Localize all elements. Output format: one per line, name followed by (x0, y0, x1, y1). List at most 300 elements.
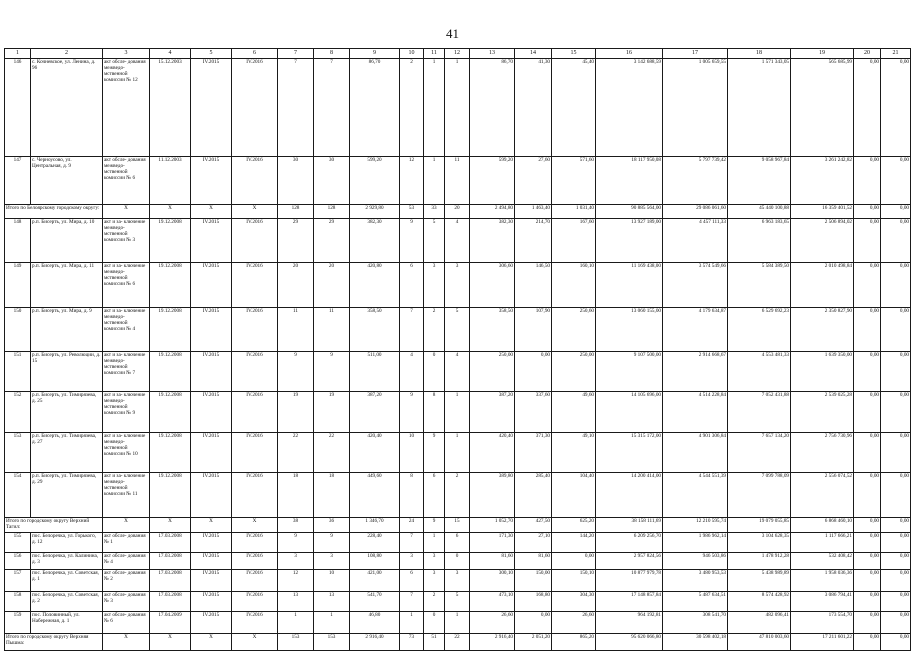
table-cell: 2 (424, 308, 445, 352)
document-cell: акт и за- ключение межведо- мственной комиссии № 11 (103, 473, 150, 518)
table-cell: 13 (314, 592, 350, 612)
table-cell: 6 529 692,23 (728, 308, 791, 352)
column-number-header: 17 (663, 49, 728, 59)
table-row (5, 352, 911, 392)
document-cell: акт обсле- дования № 3 (103, 592, 150, 612)
table-cell: 86,70 (470, 59, 515, 157)
table-cell: 387,20 (470, 392, 515, 433)
table-cell: 9 (278, 352, 314, 392)
table-cell: 3 (424, 570, 445, 592)
column-number-header: 2 (31, 49, 103, 59)
table-cell: IV.2015 (191, 612, 232, 634)
address-cell: пос. Белоречка, ул. Советская, д. 1 (31, 570, 103, 592)
table-cell: 2 914 668,67 (663, 352, 728, 392)
table-cell: 171,30 (470, 533, 515, 553)
table-cell: 2 350 827,90 (791, 308, 854, 352)
subtotal-cell: 16 359 401,52 (791, 205, 854, 219)
table-cell: 5 (445, 592, 470, 612)
table-cell: 2 506 894,02 (791, 219, 854, 263)
table-cell: 358,50 (350, 308, 400, 352)
table-cell: 10 (314, 570, 350, 592)
table-cell: 5 487 634,51 (663, 592, 728, 612)
subtotal-cell: X (232, 634, 278, 651)
table-cell: 19 (314, 392, 350, 433)
subtotal-cell: 33 (424, 205, 445, 219)
table-cell: 5 584 389,50 (728, 263, 791, 308)
table-cell: 7 (278, 59, 314, 157)
table-cell: 599,20 (350, 157, 400, 205)
table-cell: 1 (445, 59, 470, 157)
table-cell: 6 209 256,70 (596, 533, 663, 553)
table-cell: 104,40 (552, 473, 596, 518)
table-cell: 0,00 (854, 219, 881, 263)
table-cell: 7 (400, 592, 424, 612)
table-cell: 4 901 306,84 (663, 433, 728, 473)
table-cell: 19.12.2008 (150, 433, 191, 473)
table-cell: 511,00 (350, 352, 400, 392)
table-cell: 13 060 155,00 (596, 308, 663, 352)
column-number-header: 20 (854, 49, 881, 59)
subtotal-cell: X (103, 518, 150, 533)
table-cell: 17.03.2008 (150, 533, 191, 553)
subtotal-cell: 73 (400, 634, 424, 651)
table-cell: 1 (424, 59, 445, 157)
table-cell: 13 927 189,00 (596, 219, 663, 263)
table-cell: 3 (424, 553, 445, 570)
table-cell: IV.2015 (191, 308, 232, 352)
document-cell: акт и за- ключение межведо- мственной комиссии № 10 (103, 433, 150, 473)
table-cell: 382,30 (350, 219, 400, 263)
column-number-header: 1 (5, 49, 31, 59)
document-cell: акт и за- ключение межведо- мственной комиссии № 4 (103, 308, 150, 352)
table-cell: 9 (424, 433, 445, 473)
table-cell: 0,00 (854, 592, 881, 612)
table-cell: 2 539 025,28 (791, 392, 854, 433)
table-cell: 228,40 (350, 533, 400, 553)
address-cell: пос. Половинный, ул. Набережная, д. 1 (31, 612, 103, 634)
table-cell: 146,50 (515, 263, 552, 308)
subtotal-cell: 45 440 100,88 (728, 205, 791, 219)
address-cell: с. Черноусово, ул. Центральная, д. 9 (31, 157, 103, 205)
column-number-header: 7 (278, 49, 314, 59)
subtotal-cell: 625,20 (552, 518, 596, 533)
table-cell: 1 (314, 612, 350, 634)
table-cell: 1 (424, 157, 445, 205)
row-number-cell: 147 (5, 157, 31, 205)
subtotal-cell: 1 463,40 (515, 205, 552, 219)
table-cell: 9 (314, 533, 350, 553)
table-cell: 0,00 (881, 533, 911, 553)
subtotal-cell: 29 086 061,60 (663, 205, 728, 219)
table-cell: 5 438 989,89 (728, 570, 791, 592)
subtotal-cell: 153 (314, 634, 350, 651)
subtotal-cell: 0,00 (881, 205, 911, 219)
table-cell: 1 (445, 612, 470, 634)
subtotal-cell: 20 (445, 205, 470, 219)
document-cell: акт и за- ключение межведо- мственной комиссии № 3 (103, 219, 150, 263)
table-cell: 1 005 659,55 (663, 59, 728, 157)
row-number-cell: 156 (5, 553, 31, 570)
table-cell: 946 503,86 (663, 553, 728, 570)
table-cell: 4 (445, 219, 470, 263)
table-cell: 0,00 (854, 570, 881, 592)
column-number-header: 6 (232, 49, 278, 59)
row-number-cell: 157 (5, 570, 31, 592)
table-cell: 3 (400, 553, 424, 570)
table-cell: 1 (445, 392, 470, 433)
table-row (5, 473, 911, 518)
table-cell: IV.2015 (191, 392, 232, 433)
table-cell: 6 (400, 263, 424, 308)
document-cell: акт обсле- дования межведо- мственной комиссии № 12 (103, 59, 150, 157)
column-number-header: 12 (445, 49, 470, 59)
table-cell: 0,00 (515, 352, 552, 392)
subtotal-cell: 128 (314, 205, 350, 219)
table-row (5, 308, 911, 352)
column-number-header: 4 (150, 49, 191, 59)
document-cell: акт и за- ключение межведо- мственной комиссии № 9 (103, 392, 150, 433)
table-cell: 0,00 (854, 392, 881, 433)
table-cell: 532 408,42 (791, 553, 854, 570)
table-cell: 3 261 242,82 (791, 157, 854, 205)
table-cell: 150,00 (515, 570, 552, 592)
table-cell: 9 058 967,84 (728, 157, 791, 205)
table-cell: 18 (278, 473, 314, 518)
table-cell: 9 107 500,00 (596, 352, 663, 392)
table-cell: 0,00 (854, 352, 881, 392)
table-cell: 4 544 551,39 (663, 473, 728, 518)
table-cell: IV.2015 (191, 157, 232, 205)
table-cell: 30 (314, 157, 350, 205)
table-cell: 26,60 (552, 612, 596, 634)
table-cell: IV.2016 (232, 612, 278, 634)
table-cell: 10 877 979,78 (596, 570, 663, 592)
document-cell: акт обсле- дования межведо- мственной комиссии № 6 (103, 157, 150, 205)
address-cell: пос. Белоречка, ул. Горького, д. 12 (31, 533, 103, 553)
table-cell: 14 200 414,00 (596, 473, 663, 518)
table-cell: 1 117 666,21 (791, 533, 854, 553)
subtotal-cell: 24 (400, 518, 424, 533)
table-cell: 1 986 962,14 (663, 533, 728, 553)
subtotal-cell: X (150, 518, 191, 533)
table-cell: 1 (400, 612, 424, 634)
table-cell: 7 (314, 59, 350, 157)
table-cell: 11 169 438,00 (596, 263, 663, 308)
row-number-cell: 153 (5, 433, 31, 473)
table-cell: 4 179 634,87 (663, 308, 728, 352)
subtotal-cell: 22 (445, 634, 470, 651)
subtotal-cell: 153 (278, 634, 314, 651)
table-cell: 4 514 228,84 (663, 392, 728, 433)
table-cell: 0,00 (854, 157, 881, 205)
table-cell: IV.2016 (232, 392, 278, 433)
table-cell: 4 457 111,33 (663, 219, 728, 263)
table-cell: IV.2016 (232, 570, 278, 592)
subtotal-cell: 2 051,20 (515, 634, 552, 651)
subtotal-cell: 2 916,40 (470, 634, 515, 651)
page-number: 41 (446, 26, 459, 41)
table-cell: 144,20 (552, 533, 596, 553)
table-cell: 0,00 (881, 352, 911, 392)
table-cell: 541,70 (350, 592, 400, 612)
table-cell: 22 (278, 433, 314, 473)
table-cell: 0,00 (881, 392, 911, 433)
table-cell: 2 957 824,56 (596, 553, 663, 570)
table-cell: 7 052 431,88 (728, 392, 791, 433)
table-cell: 0,00 (854, 433, 881, 473)
table-cell: 421,00 (350, 570, 400, 592)
table-cell: 19.12.2008 (150, 219, 191, 263)
table-cell: 107,90 (515, 308, 552, 352)
subtotal-cell: 2 916,40 (350, 634, 400, 651)
table-cell: IV.2016 (232, 263, 278, 308)
table-cell: 3 (278, 553, 314, 570)
subtotal-cell: 0,00 (881, 634, 911, 651)
table-cell: 29 (314, 219, 350, 263)
table-cell: 167,60 (552, 219, 596, 263)
column-number-header: 21 (881, 49, 911, 59)
address-cell: р.п. Бисерть, ул. Мира, д. 11 (31, 263, 103, 308)
table-cell: 1 639 350,00 (791, 352, 854, 392)
subtotal-cell: 1 031,40 (552, 205, 596, 219)
table-cell: 17.03.2008 (150, 592, 191, 612)
table-cell: 358,50 (470, 308, 515, 352)
table-cell: IV.2015 (191, 263, 232, 308)
subtotal-cell: 38 158 111,69 (596, 518, 663, 533)
table-cell: 9 (400, 392, 424, 433)
table-cell: IV.2016 (232, 59, 278, 157)
subtotal-cell: 2 929,80 (350, 205, 400, 219)
row-number-cell: 151 (5, 352, 31, 392)
table-cell: 306,60 (470, 263, 515, 308)
table-cell: 214,70 (515, 219, 552, 263)
subtotal-cell: X (150, 205, 191, 219)
table-cell: 0,00 (854, 533, 881, 553)
table-cell: 18 (314, 473, 350, 518)
table-cell: 2 (400, 59, 424, 157)
table-cell: 0 (424, 612, 445, 634)
table-cell: 0,00 (881, 612, 911, 634)
table-cell: 1 571 343,05 (728, 59, 791, 157)
address-cell: с. Кочневское, ул. Ленина, д. 96 (31, 59, 103, 157)
subtotal-cell: 17 211 601,22 (791, 634, 854, 651)
table-cell: IV.2016 (232, 433, 278, 473)
table-cell: 9 (314, 352, 350, 392)
table-cell: 389,80 (470, 473, 515, 518)
subtotal-cell: 12 210 595,74 (663, 518, 728, 533)
table-cell: 15.12.2003 (150, 59, 191, 157)
table-cell: 27,60 (515, 157, 552, 205)
column-number-header: 16 (596, 49, 663, 59)
column-number-header: 11 (424, 49, 445, 59)
subtotal-cell: 19 079 055,85 (728, 518, 791, 533)
row-number-cell: 150 (5, 308, 31, 352)
table-cell: 285,40 (515, 473, 552, 518)
column-number-header: 9 (350, 49, 400, 59)
table-cell: 8 574 428,92 (728, 592, 791, 612)
subtotal-cell: X (191, 634, 232, 651)
row-number-cell: 146 (5, 59, 31, 157)
table-cell: 300,10 (470, 570, 515, 592)
subtotal-cell: 51 (424, 634, 445, 651)
table-cell: 49,60 (552, 392, 596, 433)
table-cell: 0,00 (552, 553, 596, 570)
table-cell: 0,00 (854, 553, 881, 570)
table-cell: 2 (445, 473, 470, 518)
table-cell: 3 480 953,53 (663, 570, 728, 592)
table-row (5, 553, 911, 570)
column-number-header: 18 (728, 49, 791, 59)
table-cell: 0,00 (881, 263, 911, 308)
table-cell: 17.03.2008 (150, 570, 191, 592)
table-cell: 964 192,81 (596, 612, 663, 634)
table-cell: 6 (400, 570, 424, 592)
table-cell: 8 (400, 473, 424, 518)
table-cell: 482 096,41 (728, 612, 791, 634)
table-cell: 6 963 183,65 (728, 219, 791, 263)
table-cell: 7 (400, 533, 424, 553)
table-cell: 449,60 (350, 473, 400, 518)
table-cell: 150,10 (552, 570, 596, 592)
table-cell: IV.2015 (191, 592, 232, 612)
address-cell: р.п. Бисерть, ул. Революции, д. 15 (31, 352, 103, 392)
table-cell: 250,00 (552, 352, 596, 392)
table-cell: 0,00 (881, 219, 911, 263)
subtotal-cell: X (103, 205, 150, 219)
table-cell: 19.12.2008 (150, 308, 191, 352)
table-cell: 20 (314, 263, 350, 308)
table-cell: IV.2015 (191, 570, 232, 592)
table-cell: IV.2016 (232, 553, 278, 570)
table-cell: 3 142 688,59 (596, 59, 663, 157)
table-cell: 11.12.2003 (150, 157, 191, 205)
table-cell: 0,00 (854, 473, 881, 518)
row-number-cell: 159 (5, 612, 31, 634)
table-cell: 22 (314, 433, 350, 473)
subtotal-cell: 95 620 066,80 (596, 634, 663, 651)
table-cell: 0 (424, 352, 445, 392)
table-cell: 4 (400, 352, 424, 392)
table-cell: 18 117 950,08 (596, 157, 663, 205)
table-cell: 26,60 (470, 612, 515, 634)
address-cell: р.п. Бисерть, ул. Тимирязева, д. 29 (31, 473, 103, 518)
table-cell: 382,30 (470, 219, 515, 263)
housing-resettlement-table (4, 48, 911, 651)
table-cell: 11 (278, 308, 314, 352)
table-cell: 0,00 (881, 308, 911, 352)
table-cell: 19 (278, 392, 314, 433)
table-cell: 20 (278, 263, 314, 308)
table-cell: 337,60 (515, 392, 552, 433)
subtotal-cell: 53 (400, 205, 424, 219)
document-cell: акт обсле- дования № 1 (103, 533, 150, 553)
column-number-header: 5 (191, 49, 232, 59)
table-cell: 7 (400, 308, 424, 352)
column-number-header: 19 (791, 49, 854, 59)
table-cell: 19.12.2008 (150, 392, 191, 433)
table-cell: 49,10 (552, 433, 596, 473)
table-row (5, 533, 911, 553)
table-cell: 3 (424, 263, 445, 308)
table-cell: IV.2016 (232, 219, 278, 263)
table-cell: 599,20 (470, 157, 515, 205)
document-cell: акт и за- ключение межведо- мственной комиссии № 7 (103, 352, 150, 392)
table-cell: 6 (424, 473, 445, 518)
table-cell: 2 (424, 592, 445, 612)
table-cell: 9 (400, 219, 424, 263)
table-cell: 12 (278, 570, 314, 592)
table-cell: 2 556 074,52 (791, 473, 854, 518)
column-number-header: 14 (515, 49, 552, 59)
table-cell: 8 (424, 392, 445, 433)
table-cell: 3 574 549,66 (663, 263, 728, 308)
table-cell: 304,30 (552, 592, 596, 612)
subtotal-cell: 9 (424, 518, 445, 533)
subtotal-cell: 0,00 (854, 634, 881, 651)
table-cell: IV.2016 (232, 157, 278, 205)
subtotal-cell: X (191, 518, 232, 533)
table-row (5, 219, 911, 263)
address-cell: пос. Белоречка, ул. Советская, д. 2 (31, 592, 103, 612)
table-cell: 387,20 (350, 392, 400, 433)
table-cell: 10 (400, 433, 424, 473)
table-row (5, 612, 911, 634)
table-cell: 108,80 (350, 553, 400, 570)
table-cell: 420,80 (350, 263, 400, 308)
row-number-cell: 149 (5, 263, 31, 308)
table-cell: 2 010 498,84 (791, 263, 854, 308)
table-cell: IV.2015 (191, 433, 232, 473)
table-cell: 19.12.2008 (150, 352, 191, 392)
table-cell: 0 (445, 553, 470, 570)
address-cell: р.п. Бисерть, ул. Мира, д. 10 (31, 219, 103, 263)
table-cell: 0,00 (881, 570, 911, 592)
subtotal-row (5, 205, 911, 219)
row-number-cell: 148 (5, 219, 31, 263)
table-cell: 420,40 (470, 433, 515, 473)
table-cell: IV.2015 (191, 473, 232, 518)
table-cell: 15 315 172,00 (596, 433, 663, 473)
table-cell: 11 (314, 308, 350, 352)
subtotal-cell: 1 346,70 (350, 518, 400, 533)
subtotal-label: Итого по городскому округу Верхний Тагил: (5, 518, 103, 533)
row-number-cell: 154 (5, 473, 31, 518)
subtotal-cell: 1 052,70 (470, 518, 515, 533)
table-cell: 81,60 (515, 553, 552, 570)
table-row (5, 59, 911, 157)
table-cell: 3 (445, 263, 470, 308)
table-cell: 14 105 696,00 (596, 392, 663, 433)
table-cell: 2 756 730,96 (791, 433, 854, 473)
table-cell: 0,00 (881, 473, 911, 518)
table-row (5, 592, 911, 612)
subtotal-cell: 38 (278, 518, 314, 533)
column-number-header: 8 (314, 49, 350, 59)
table-cell: 9 (278, 533, 314, 553)
table-cell: IV.2015 (191, 533, 232, 553)
table-cell: IV.2016 (232, 533, 278, 553)
table-cell: 17 148 857,84 (596, 592, 663, 612)
column-number-header: 10 (400, 49, 424, 59)
table-cell: IV.2016 (232, 308, 278, 352)
address-cell: пос. Белоречка, ул. Калинина, д. 3 (31, 553, 103, 570)
table-cell: 5 797 739,42 (663, 157, 728, 205)
table-cell: 0,00 (515, 612, 552, 634)
table-cell: 3 104 628,35 (728, 533, 791, 553)
table-cell: 30 (278, 157, 314, 205)
table-cell: 29 (278, 219, 314, 263)
table-cell: 13 (278, 592, 314, 612)
